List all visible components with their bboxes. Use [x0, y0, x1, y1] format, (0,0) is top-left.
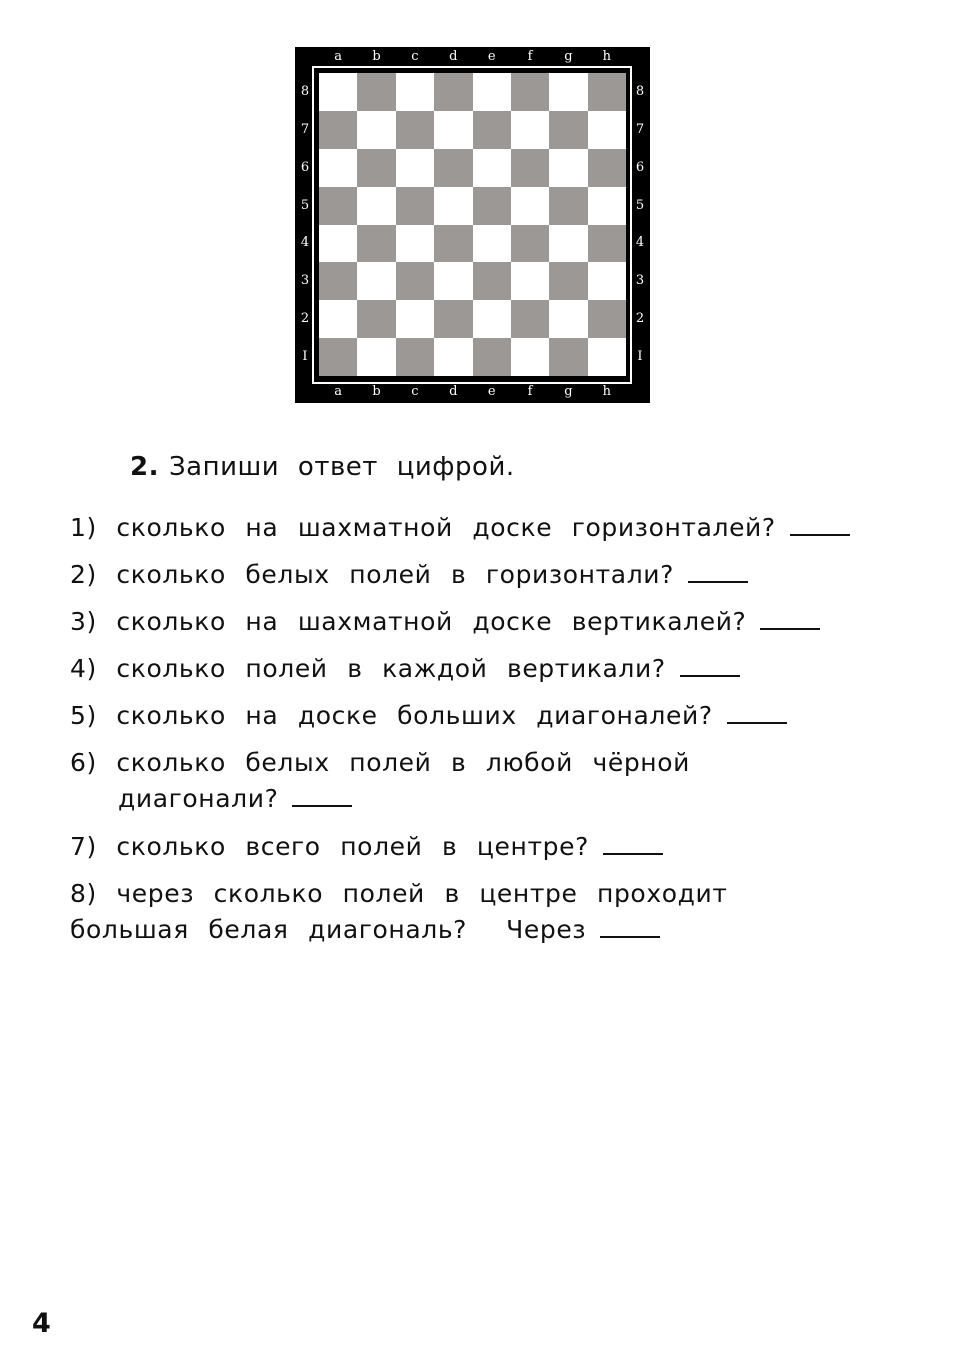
question-text: сколько белых полей в любой чёрной: [116, 748, 690, 777]
square-d3: [434, 262, 472, 300]
task-number: 2.: [130, 452, 159, 482]
square-e1: [473, 338, 511, 376]
square-d7: [434, 111, 472, 149]
square-h3: [588, 262, 626, 300]
answer-blank[interactable]: [680, 655, 740, 677]
left-rank-label: 5: [300, 197, 310, 213]
chessboard: [295, 47, 650, 403]
square-b1: [357, 338, 395, 376]
question-1: [70, 510, 850, 546]
square-e6: [473, 149, 511, 187]
square-g2: [549, 300, 587, 338]
square-f5: [511, 187, 549, 225]
square-f3: [511, 262, 549, 300]
square-f6: [511, 149, 549, 187]
left-rank-label: 6: [300, 159, 310, 175]
board-grid: [319, 73, 626, 376]
bottom-file-label: a: [334, 384, 343, 399]
question-continuation: [70, 912, 728, 948]
square-h2: [588, 300, 626, 338]
page-number: 4: [32, 1308, 51, 1339]
bottom-file-label: g: [564, 384, 573, 399]
square-h4: [588, 225, 626, 263]
square-b2: [357, 300, 395, 338]
question-4: [70, 651, 740, 687]
square-c6: [396, 149, 434, 187]
question-number: 5): [70, 701, 97, 730]
square-a1: [319, 338, 357, 376]
answer-prefix: Через: [506, 915, 587, 944]
square-c3: [396, 262, 434, 300]
left-rank-label: 2: [300, 311, 310, 327]
square-a8: [319, 73, 357, 111]
top-file-label: b: [372, 49, 381, 64]
answer-blank[interactable]: [603, 833, 663, 855]
question-2: [70, 557, 748, 593]
square-c1: [396, 338, 434, 376]
square-c8: [396, 73, 434, 111]
answer-blank[interactable]: [292, 785, 352, 807]
question-7: [70, 829, 663, 865]
right-rank-label: 8: [635, 83, 645, 99]
square-a2: [319, 300, 357, 338]
square-d8: [434, 73, 472, 111]
question-3: [70, 604, 820, 640]
square-c4: [396, 225, 434, 263]
square-g5: [549, 187, 587, 225]
question-text: сколько полей в каждой вертикали?: [116, 654, 666, 683]
question-5: [70, 698, 787, 734]
top-file-label: e: [487, 49, 496, 64]
task-instruction: Запиши ответ цифрой.: [168, 452, 515, 482]
square-h7: [588, 111, 626, 149]
square-d4: [434, 225, 472, 263]
question-number: 3): [70, 607, 97, 636]
question-number: 1): [70, 513, 97, 542]
question-text: сколько белых полей в горизонтали?: [116, 560, 674, 589]
square-b3: [357, 262, 395, 300]
square-e4: [473, 225, 511, 263]
square-c2: [396, 300, 434, 338]
question-text: сколько всего полей в центре?: [116, 832, 589, 861]
answer-blank[interactable]: [688, 561, 748, 583]
square-a5: [319, 187, 357, 225]
square-g8: [549, 73, 587, 111]
square-h1: [588, 338, 626, 376]
square-e2: [473, 300, 511, 338]
square-a3: [319, 262, 357, 300]
question-number: 4): [70, 654, 97, 683]
left-rank-label: I: [302, 349, 308, 365]
square-b4: [357, 225, 395, 263]
top-file-label: f: [527, 49, 533, 64]
left-rank-label: 8: [300, 83, 310, 99]
question-number: 8): [70, 879, 97, 908]
right-rank-label: I: [637, 349, 643, 365]
square-d6: [434, 149, 472, 187]
square-g7: [549, 111, 587, 149]
bottom-file-label: c: [411, 384, 419, 399]
square-h5: [588, 187, 626, 225]
question-text: сколько на шахматной доске вертикалей?: [116, 607, 747, 636]
square-g6: [549, 149, 587, 187]
left-rank-label: 7: [300, 121, 310, 137]
square-a4: [319, 225, 357, 263]
right-rank-label: 3: [635, 273, 645, 289]
right-rank-label: 5: [635, 197, 645, 213]
top-file-label: g: [564, 49, 573, 64]
square-f7: [511, 111, 549, 149]
question-text-continued: большая белая диагональ?: [70, 915, 468, 944]
left-rank-label: 3: [300, 273, 310, 289]
question-number: 7): [70, 832, 97, 861]
square-a6: [319, 149, 357, 187]
bottom-file-label: f: [527, 384, 533, 399]
right-rank-label: 4: [635, 235, 645, 251]
right-rank-label: 7: [635, 121, 645, 137]
square-c5: [396, 187, 434, 225]
answer-blank[interactable]: [790, 514, 850, 536]
square-e7: [473, 111, 511, 149]
bottom-file-label: h: [602, 384, 611, 399]
square-f1: [511, 338, 549, 376]
question-text: сколько на доске больших диагоналей?: [116, 701, 713, 730]
square-d2: [434, 300, 472, 338]
square-e3: [473, 262, 511, 300]
question-6: [70, 745, 690, 817]
square-b7: [357, 111, 395, 149]
left-rank-label: 4: [300, 235, 310, 251]
bottom-file-label: e: [487, 384, 496, 399]
square-d5: [434, 187, 472, 225]
square-d1: [434, 338, 472, 376]
top-file-label: c: [411, 49, 419, 64]
task-title: [130, 452, 515, 482]
right-rank-label: 6: [635, 159, 645, 175]
square-f4: [511, 225, 549, 263]
square-g3: [549, 262, 587, 300]
right-rank-label: 2: [635, 311, 645, 327]
answer-blank[interactable]: [600, 916, 660, 938]
question-number: 2): [70, 560, 97, 589]
square-g4: [549, 225, 587, 263]
question-text-continued: диагонали?: [118, 784, 279, 813]
question-continuation: [70, 781, 690, 817]
question-text: через сколько полей в центре проходит: [116, 879, 728, 908]
square-f8: [511, 73, 549, 111]
top-file-label: h: [602, 49, 611, 64]
top-file-label: a: [334, 49, 343, 64]
square-b5: [357, 187, 395, 225]
question-text: сколько на шахматной доске горизонталей?: [116, 513, 776, 542]
square-b8: [357, 73, 395, 111]
square-c7: [396, 111, 434, 149]
square-b6: [357, 149, 395, 187]
square-e8: [473, 73, 511, 111]
question-number: 6): [70, 748, 97, 777]
answer-blank[interactable]: [760, 608, 820, 630]
square-h8: [588, 73, 626, 111]
square-g1: [549, 338, 587, 376]
bottom-file-label: b: [372, 384, 381, 399]
question-8: [70, 876, 728, 948]
square-h6: [588, 149, 626, 187]
bottom-file-label: d: [449, 384, 458, 399]
square-f2: [511, 300, 549, 338]
top-file-label: d: [449, 49, 458, 64]
square-a7: [319, 111, 357, 149]
answer-blank[interactable]: [727, 702, 787, 724]
square-e5: [473, 187, 511, 225]
